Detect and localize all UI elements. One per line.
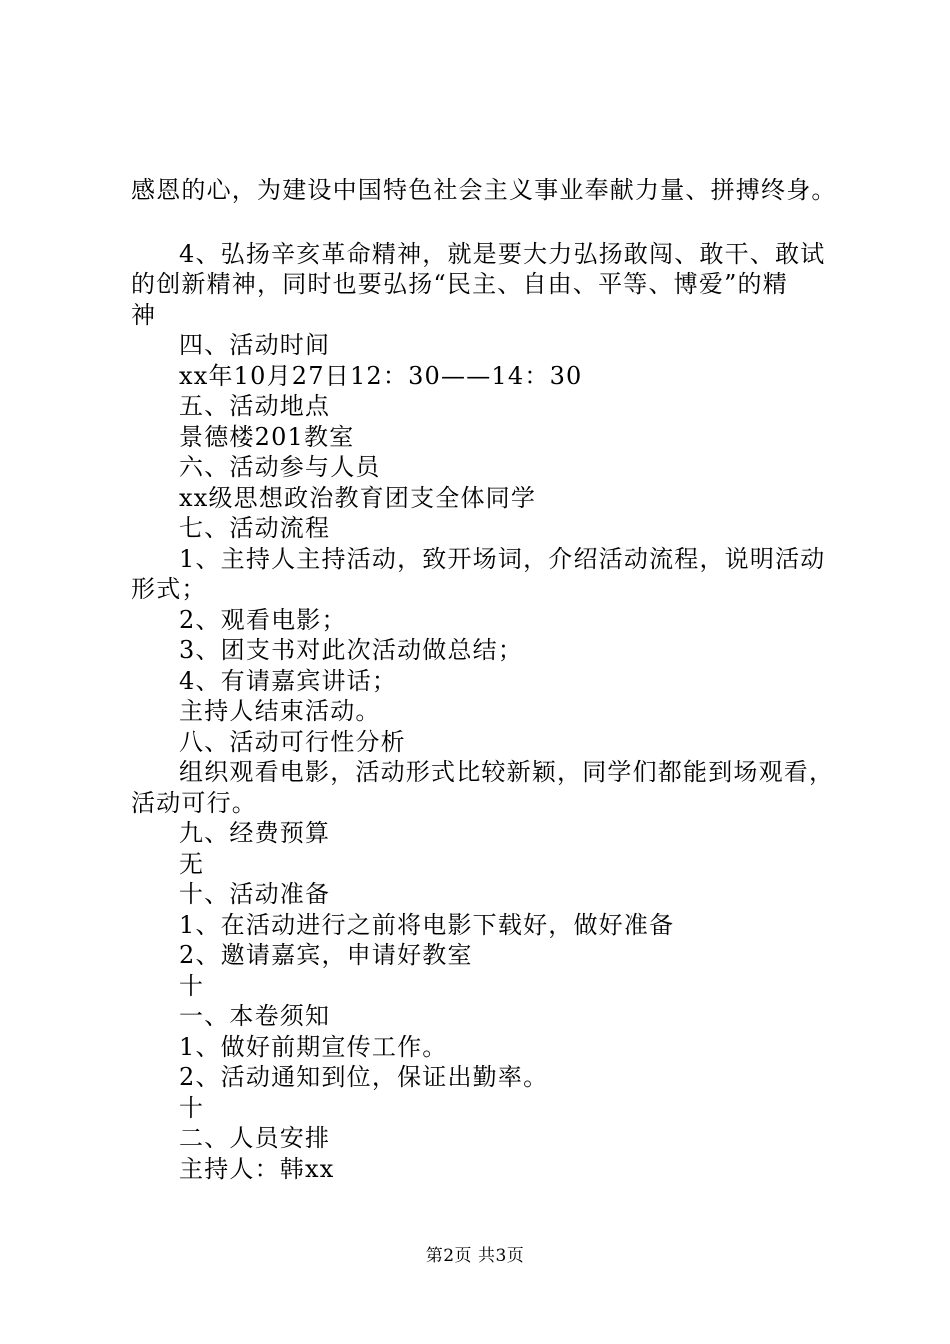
blank-line	[131, 206, 841, 239]
paragraph-line: xx级思想政治教育团支全体同学	[179, 483, 537, 512]
list-item: 2、邀请嘉宾，申请好教室	[179, 941, 473, 969]
paragraph-line: 无	[179, 849, 205, 878]
section-heading: 四、活动时间	[179, 331, 331, 359]
page-footer	[0, 1241, 950, 1266]
section-heading: 九、经费预算	[179, 819, 331, 847]
section-heading: 五、活动地点	[179, 392, 331, 420]
section-heading: 十、活动准备	[179, 880, 331, 908]
section-heading: 二、人员安排	[179, 1124, 331, 1152]
paragraph-line: 4、弘扬辛亥革命精神，就是要大力弘扬敢闯、敢干、敢试	[179, 239, 826, 268]
paragraph-line: 景德楼201教室	[179, 422, 355, 451]
list-item: 1、在活动进行之前将电影下载好，做好准备	[179, 910, 675, 939]
list-item: 3、团支书对此次活动做总结；	[179, 636, 524, 664]
list-item: 2、活动通知到位，保证出勤率。	[179, 1063, 549, 1091]
paragraph-line: 组织观看电影，活动形式比较新颖，同学们都能到场观看，	[179, 758, 835, 786]
section-heading: 八、活动可行性分析	[179, 727, 406, 756]
paragraph-line: 感恩的心，为建设中国特色社会主义事业奉献力量、拼搏终身。	[131, 176, 837, 204]
section-heading: 十	[179, 1093, 205, 1122]
section-heading: 十	[179, 971, 205, 1000]
paragraph-line: xx年10月27日12：30——14：30	[179, 361, 583, 390]
document-body	[131, 175, 841, 1184]
paragraph-line: 神	[131, 300, 157, 329]
section-heading: 一、本卷须知	[179, 1002, 331, 1030]
paragraph-line: 形式；	[131, 575, 207, 603]
paragraph-line: 主持人结束活动。	[179, 697, 381, 725]
list-item: 1、做好前期宣传工作。	[179, 1032, 448, 1061]
page-number-label: 第2页 共3页	[425, 1246, 525, 1266]
list-item: 4、有请嘉宾讲话；	[179, 666, 398, 695]
section-heading: 六、活动参与人员	[179, 453, 381, 481]
section-heading: 七、活动流程	[179, 514, 331, 542]
paragraph-line: 的创新精神，同时也要弘扬“民主、自由、平等、博爱”的精	[131, 270, 788, 298]
paragraph-line: 活动可行。	[131, 788, 257, 817]
list-item: 2、观看电影；	[179, 605, 347, 634]
list-item: 1、主持人主持活动，致开场词，介绍活动流程，说明活动	[179, 544, 826, 573]
paragraph-line: 主持人：韩xx	[179, 1154, 335, 1183]
